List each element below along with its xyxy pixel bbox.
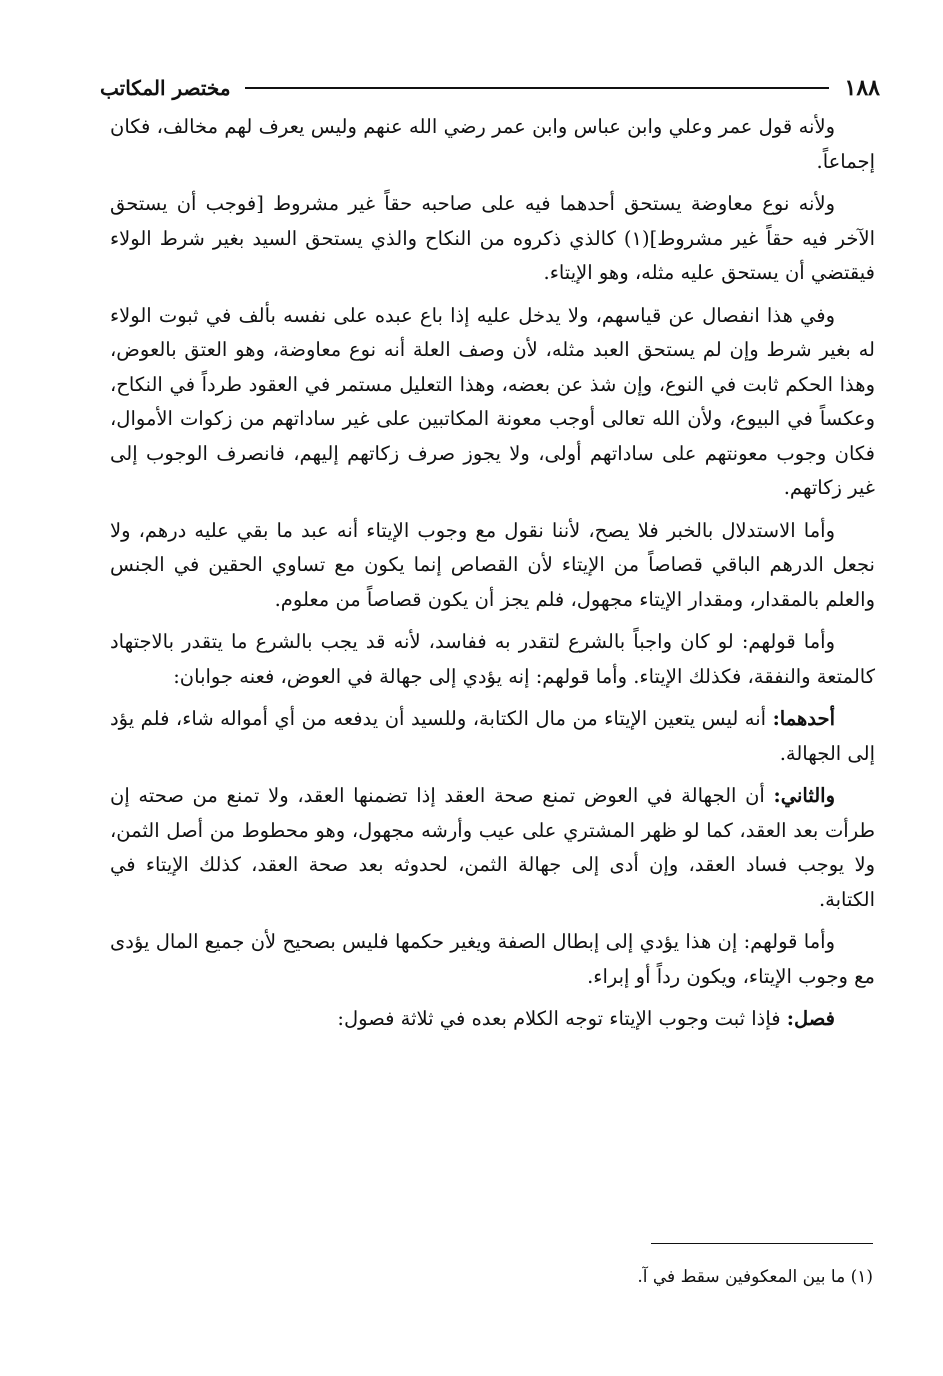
page-number: ١٨٨ (844, 75, 880, 101)
page-body (110, 110, 875, 1045)
paragraph (110, 625, 875, 694)
paragraph-lead: أحدهما: (772, 707, 835, 730)
section-heading-paragraph (110, 1002, 875, 1037)
paragraph-text: وفي هذا انفصال عن قياسهم، ولا يدخل عليه إذا باع عبده على نفسه بألف في ثبوت الولاء له بغير شرط وإن لم يستحق العبد مثله، لأن وصف العلة أنه نوع معاوضة، وهو العتق بالعوض، وهذا الحكم ثابت في النوع، وإن شذ عن بعضه، وهذا التعليل مستمر في العقود طرداً في النكاح، وعكساً في البيوع، ولأن الله تعالى أوجب معونة المكاتبين على غير ساداتهم من زكوات الأموال، فكان وجوب معونتهم على ساداتهم أولى، ولا يجوز صرف زكاتهم إليهم، فانصرف الوجوب إلى غير زكاتهم. (110, 303, 875, 499)
paragraph-text: أنه ليس يتعين الإيتاء من مال الكتابة، وللسيد أن يدفعه من أي أمواله شاء، فلم يؤد إلى الجهالة. (110, 707, 875, 765)
paragraph (110, 299, 875, 506)
paragraph (110, 925, 875, 994)
paragraph (110, 514, 875, 618)
paragraph-text: أن الجهالة في العوض تمنع صحة العقد إذا تضمنها العقد، ولا تمنع من صحته إن طرأت بعد العقد، كما لو ظهر المشتري على عيب وأرشه مجهول، وهو محطوط من أصل الثمن، ولا يوجب فساد العقد، وإن أدى إلى جهالة الثمن، لحدوثه بعد صحة العقد، كذلك الإيتاء في الكتابة. (110, 784, 875, 911)
paragraph-text: وأما قولهم: لو كان واجباً بالشرع لتقدر به ففاسد، لأنه قد يجب بالشرع ما يتقدر بالاجتهاد كالمتعة والنفقة، فكذلك الإيتاء. وأما قولهم: إنه يؤدي إلى جهالة في العوض، فعنه جوابان: (110, 630, 875, 688)
paragraph (110, 187, 875, 291)
paragraph-text: وأما قولهم: إن هذا يؤدي إلى إبطال الصفة ويغير حكمها فليس بصحيح لأن جميع المال يؤدى مع وجوب الإيتاء، ويكون رداً أو إبراء. (110, 930, 875, 988)
paragraph-text: فإذا ثبت وجوب الإيتاء توجه الكلام بعده في ثلاثة فصول: (337, 1007, 787, 1030)
paragraph (110, 702, 875, 771)
paragraph-text: وأما الاستدلال بالخبر فلا يصح، لأننا نقول مع وجوب الإيتاء أنه عبد ما بقي عليه درهم، ولا نجعل الدرهم الباقي قصاصاً من الإيتاء لأن القصاص إنما يكون مع تساوي الحقين في الجنس والعلم بالمقدار، ومقدار الإيتاء مجهول، فلم يجز أن يكون قصاصاً من معلوم. (110, 518, 875, 611)
footnote-rule (651, 1243, 873, 1244)
paragraph-text: ولأنه قول عمر وعلي وابن عباس وابن عمر رضي الله عنهم وليس يعرف لهم مخالف، فكان إجماعاً. (110, 115, 875, 173)
paragraph-lead: والثاني: (773, 784, 835, 807)
footnote: (١) ما بين المعكوفين سقط في آ. (637, 1267, 873, 1287)
running-title: مختصر المكاتب (100, 76, 231, 100)
paragraph (110, 110, 875, 179)
paragraph (110, 779, 875, 917)
page-header (100, 72, 880, 104)
paragraph-lead: فصل: (786, 1007, 835, 1030)
header-rule (245, 87, 829, 89)
paragraph-text: ولأنه نوع معاوضة يستحق أحدهما فيه على صاحبه حقاً غير مشروط [فوجب أن يستحق الآخر فيه حقاً غير مشروط](١) كالذي ذكروه من النكاح والذي يستحق السيد بغير شرط الولاء فيقتضي أن يستحق عليه مثله، وهو الإيتاء. (110, 192, 875, 284)
